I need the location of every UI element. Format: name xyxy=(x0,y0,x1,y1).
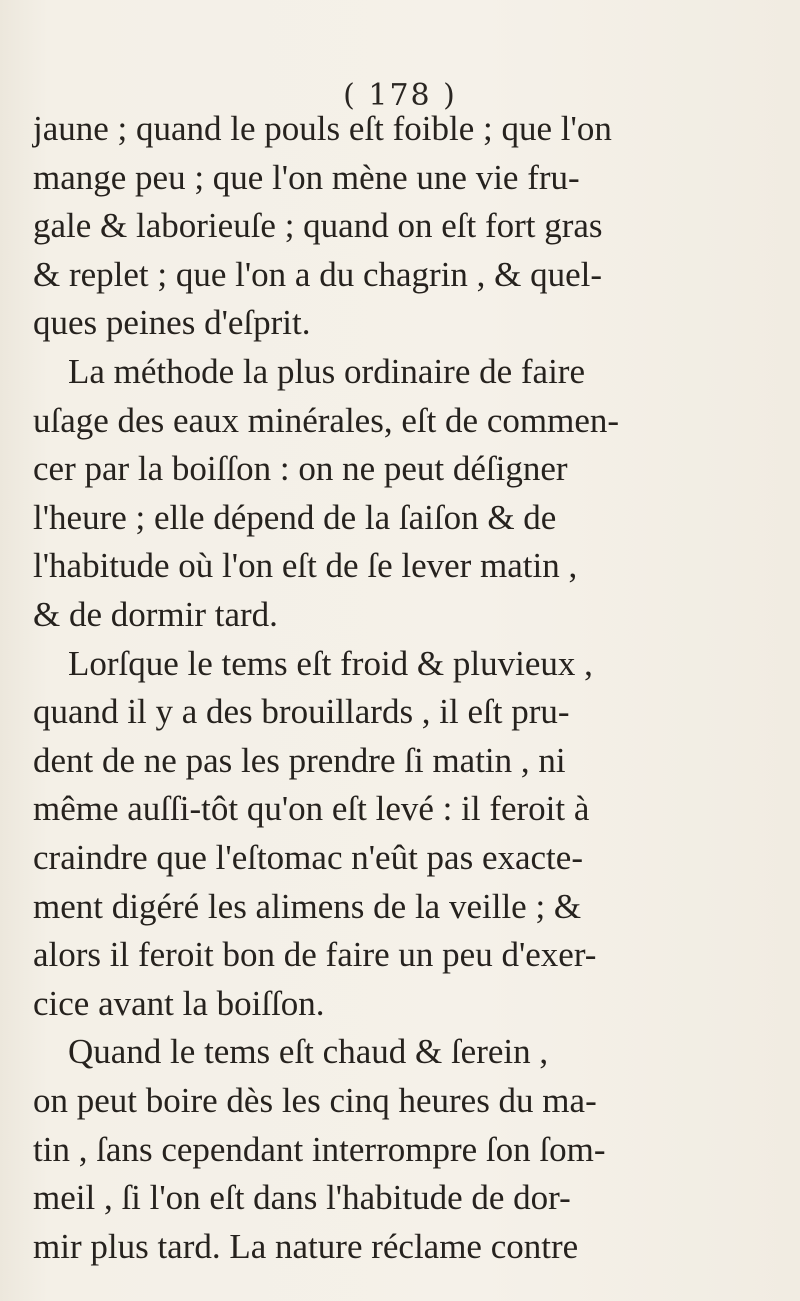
text-line: même auſſi-tôt qu'on eſt levé : il feroit à xyxy=(33,789,590,829)
text-line: on peut boire dès les cinq heures du ma- xyxy=(33,1081,597,1120)
text-line: craindre que l'eſtomac n'eût pas exacte- xyxy=(33,838,583,877)
text-line: l'habitude où l'on eſt de ſe lever matin , xyxy=(33,546,578,586)
text-line: meil , ſi l'on eſt dans l'habitude de dor- xyxy=(33,1178,571,1218)
text-line: & replet ; que l'on a du chagrin , & quel- xyxy=(33,254,603,294)
text-line: ment digéré les alimens de la veille ; & xyxy=(33,886,582,926)
text-line: & de dormir tard. xyxy=(33,595,278,634)
text-line: mange peu ; que l'on mène une vie fru- xyxy=(33,157,580,197)
text-line: gale & laborieuſe ; quand on eſt fort gras xyxy=(33,206,603,246)
text-line: alors il feroit bon de faire un peu d'exer- xyxy=(33,935,597,975)
text-line: ques peines d'eſprit. xyxy=(33,303,311,343)
text-line: dent de ne pas les prendre ſi matin , ni xyxy=(33,740,566,780)
text-line: uſage des eaux minérales, eſt de commen- xyxy=(33,400,620,440)
text-line: l'heure ; elle dépend de la ſaiſon & de xyxy=(33,497,557,537)
page-number: ( 178 ) xyxy=(343,78,457,113)
text-line: Lorſque le tems eſt froid & pluvieux , xyxy=(68,643,593,683)
text-line: cer par la boiſſon : on ne peut déſigner xyxy=(33,449,568,489)
text-line: jaune ; quand le pouls eſt foible ; que l'on xyxy=(33,109,612,148)
text-line: cice avant la boiſſon. xyxy=(33,983,325,1023)
text-line: Quand le tems eſt chaud & ſerein , xyxy=(68,1032,549,1072)
text-line: mir plus tard. La nature réclame contre xyxy=(33,1226,579,1266)
text-line: quand il y a des brouillards , il eſt pru- xyxy=(33,692,570,732)
text-line: La méthode la plus ordinaire de faire xyxy=(68,352,586,391)
text-line: tin , ſans cependant interrompre ſon ſom- xyxy=(33,1129,606,1169)
